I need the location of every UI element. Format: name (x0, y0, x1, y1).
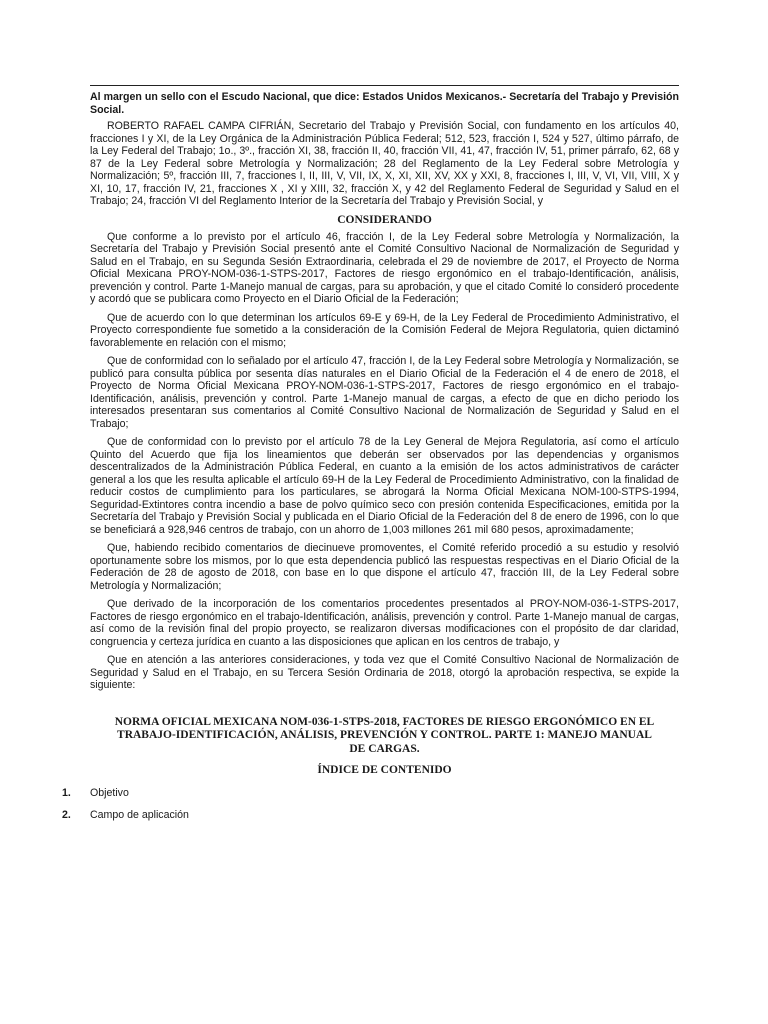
index-item (62, 787, 679, 800)
considerando-paragraph-7: Que en atención a las anteriores consideraciones, y toda vez que el Comité Consultivo Nacional de Normalización de Seguridad y Salud en el Trabajo, en su Tercera Sesión Ordinaria de 2018, otorgó la aprobación respectiva, se expide la siguiente: (90, 654, 679, 691)
index-item (62, 809, 679, 822)
considerando-heading: CONSIDERANDO (337, 213, 432, 226)
index-item-label: Campo de aplicación (90, 808, 189, 821)
considerando-paragraph-3: Que de conformidad con lo señalado por el artículo 47, fracción I, de la Ley Federal sobre Metrología y Normalización, se publicó para consulta pública por sesenta días naturales en el Diario Oficial de la Federación el 4 de enero de 2018, el Proyecto de Norma Oficial Mexicana PROY-NOM-036-1-STPS-2017, Factores de riesgo ergonómico en el trabajo-Identificación, análisis, prevención y control. Parte 1-Manejo manual de cargas, a efecto de que en dicho periodo los interesados presentaran sus comentarios al Comité Consultivo Nacional de Normalización de Seguridad y Salud en el Trabajo; (90, 355, 679, 430)
considerando-paragraph-2: Que de acuerdo con lo que determinan los artículos 69-E y 69-H, de la Ley Federal de Procedimiento Administrativo, el Proyecto correspondiente fue sometido a la consideración de la Comisión Federal de Mejora Regulatoria, quien dictaminó favorablemente en relación con el mismo; (90, 311, 679, 349)
document-body (62, 85, 679, 830)
considerando-paragraph-6: Que derivado de la incorporación de los comentarios procedentes presentados al PROY-NOM-036-1-STPS-2017, Factores de riesgo ergonómico en el trabajo-Identificación, análisis, prevención y control. Parte 1-Manejo manual de cargas, así como de la revisión final del propio proyecto, se realizaron diversas modificaciones con el propósito de dar claridad, congruencia y certeza jurídica en cuanto a las disposiciones que aplican en los centros de trabajo, y (90, 598, 679, 648)
norma-title: NORMA OFICIAL MEXICANA NOM-036-1-STPS-2018, FACTORES DE RIESGO ERGONÓMICO EN EL TRABAJO-IDENTIFICACIÓN, ANÁLISIS, PREVENCIÓN Y CONTROL. PARTE 1: MANEJO MANUAL DE CARGAS. (114, 715, 655, 755)
considerando-paragraph-1: Que conforme a lo previsto por el artículo 46, fracción I, de la Ley Federal sobre Metrología y Normalización, la Secretaría del Trabajo y Previsión Social presentó ante el Comité Consultivo Nacional de Normalización de Seguridad y Salud en el Trabajo, en su Segunda Sesión Extraordinaria, celebrada el 29 de noviembre de 2017, el Proyecto de Norma Oficial Mexicana PROY-NOM-036-1-STPS-2017, Factores de riesgo ergonómico en el trabajo-Identificación, análisis, prevención y control. Parte 1-Manejo manual de cargas, para su aprobación, y que el citado Comité lo consideró procedente y acordó que se publicara como Proyecto en el Diario Oficial de la Federación; (90, 230, 679, 305)
margin-note: Al margen un sello con el Escudo Nacional, que dice: Estados Unidos Mexicanos.- Secretaría del Trabajo y Previsión Social. (90, 91, 679, 116)
intro-paragraph: ROBERTO RAFAEL CAMPA CIFRIÁN, Secretario del Trabajo y Previsión Social, con fundamento en los artículos 40, fracciones I y XI, de la Ley Orgánica de la Administración Pública Federal; 512, 523, fracción I, 524 y 527, último párrafo, de la Ley Federal del Trabajo; 1o., 3º., fracción XI, 38, fracción II, 40, fracción VII, 41, 47, fracción IV, 51, primer párrafo, 62, 68 y 87 de la Ley Federal sobre Metrología y Normalización; 28 del Reglamento de la Ley Federal sobre Metrología y Normalización; 5º, fracción III, 7, fracciones I, II, III, V, VII, IX, X, XI, XII, XV, XX y XXI, 8, fracciones I, III, V, VI, VII, VIII, X y XI, 10, 17, fracción IV, 21, fracciones X , XI y XIII, 32, fracción X, y 42 del Reglamento Federal de Seguridad y Salud en el Trabajo; 24, fracción VI del Reglamento Interior de la Secretaría del Trabajo y Previsión Social, y (90, 120, 679, 207)
considerando-paragraph-4: Que de conformidad con lo previsto por el artículo 78 de la Ley General de Mejora Regulatoria, así como el artículo Quinto del Acuerdo que fija los lineamientos que deberán ser observados por las dependencias y organismos descentralizados de la Administración Pública Federal, en cuanto a la emisión de los actos administrativos de carácter general a los que les resulta aplicable el artículo 69-H de la Ley Federal de Procedimiento Administrativo, con la finalidad de reducir costos de cumplimiento para los particulares, se abrogará la Norma Oficial Mexicana NOM-100-STPS-1994, Seguridad-Extintores contra incendio a base de polvo químico seco con presión contenida Especificaciones, emitida por la Secretaría del Trabajo y Previsión Social y publicada en el Diario Oficial de la Federación del 8 de enero de 1996, con lo que se beneficiará a 928,946 centros de trabajo, con un ahorro de 1,003 millones 261 mil 680 pesos, aproximadamente; (90, 436, 679, 536)
index-item-number: 1. (62, 787, 71, 799)
considerando-paragraph-5: Que, habiendo recibido comentarios de diecinueve promoventes, el Comité referido procedió a su estudio y resolvió oportunamente sobre los mismos, por lo que esta dependencia publicó las respuestas respectivas en el Diario Oficial de la Federación de 28 de agosto de 2018, con base en lo que dispone el artículo 47, fracción III, de la Ley Federal sobre Metrología y Normalización; (90, 542, 679, 592)
top-rule (90, 85, 679, 86)
index-heading: ÍNDICE DE CONTENIDO (317, 764, 452, 776)
index-item-number: 2. (62, 808, 71, 821)
index-item-label: Objetivo (90, 787, 129, 799)
